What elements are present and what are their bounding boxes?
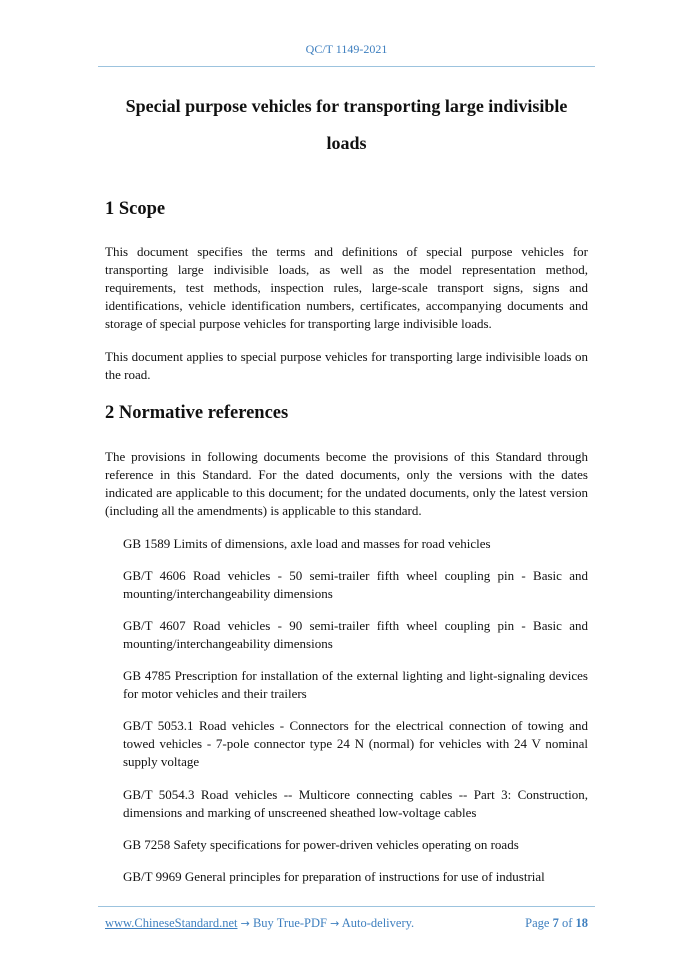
page-footer	[105, 916, 588, 931]
reference-item: GB/T 9969 General principles for preparation of instructions for use of industrial	[123, 869, 545, 884]
title-line-2: loads	[326, 133, 367, 153]
reference-item: GB/T 5054.3 Road vehicles -- Multicore connecting cables -- Part 3: Construction, dimensions and marking of unscreened sheathed low-voltage cables	[123, 787, 588, 820]
document-title	[98, 88, 595, 162]
scope-paragraph-2: This document applies to special purpose vehicles for transporting large indivisible loads on the road.	[105, 349, 588, 382]
footer-divider	[98, 906, 595, 907]
page-total: 18	[575, 916, 588, 930]
header-divider	[98, 66, 595, 67]
site-link[interactable]: www.ChineseStandard.net	[105, 916, 238, 930]
reference-item: GB/T 4607 Road vehicles - 90 semi-trailer fifth wheel coupling pin - Basic and mounting/interchangeability dimensions	[123, 618, 588, 651]
document-code-header: QC/T 1149-2021	[305, 42, 388, 56]
auto-delivery-text: Auto-delivery.	[341, 916, 415, 930]
reference-item: GB/T 4606 Road vehicles - 50 semi-trailer fifth wheel coupling pin - Basic and mounting/interchangeability dimensions	[123, 568, 588, 601]
reference-item: GB/T 5053.1 Road vehicles - Connectors for the electrical connection of towing and towed vehicles - 7-pole connector type 24 N (normal) for vehicles with 24 V nominal supply voltage	[123, 718, 588, 769]
footer-links	[105, 916, 414, 931]
reference-item: GB 4785 Prescription for installation of the external lighting and light-signaling devices for motor vehicles and their trailers	[123, 668, 588, 701]
page-label: Page	[525, 916, 550, 930]
normative-intro-paragraph: The provisions in following documents become the provisions of this Standard through reference in this Standard. For the dated documents, only the versions with the dates indicated are applicable to this document; for the undated documents, only the latest version (including all the amendments) is applicable to this standard.	[105, 449, 588, 518]
section-heading-scope: 1 Scope	[105, 199, 166, 219]
arrow-right-icon: →	[330, 917, 340, 930]
reference-item: GB 7258 Safety specifications for power-driven vehicles operating on roads	[123, 837, 519, 852]
of-label: of	[561, 916, 573, 930]
page-indicator	[525, 916, 588, 931]
reference-item: GB 1589 Limits of dimensions, axle load and masses for road vehicles	[123, 536, 491, 551]
page-number: 7	[552, 916, 559, 930]
scope-paragraph-1: This document specifies the terms and definitions of special purpose vehicles for transporting large indivisible loads, as well as the model representation method, requirements, test methods, inspection rules, large-scale transport signs, signs and identifications, vehicle identification numbers, certificates, accompanying documents and storage of special purpose vehicles for transporting large indivisible loads.	[105, 244, 588, 331]
arrow-right-icon: →	[240, 917, 250, 930]
section-heading-normative-references: 2 Normative references	[105, 403, 289, 423]
buy-true-pdf-text: Buy True-PDF	[252, 916, 327, 930]
title-line-1: Special purpose vehicles for transporting large indivisible	[125, 96, 568, 116]
